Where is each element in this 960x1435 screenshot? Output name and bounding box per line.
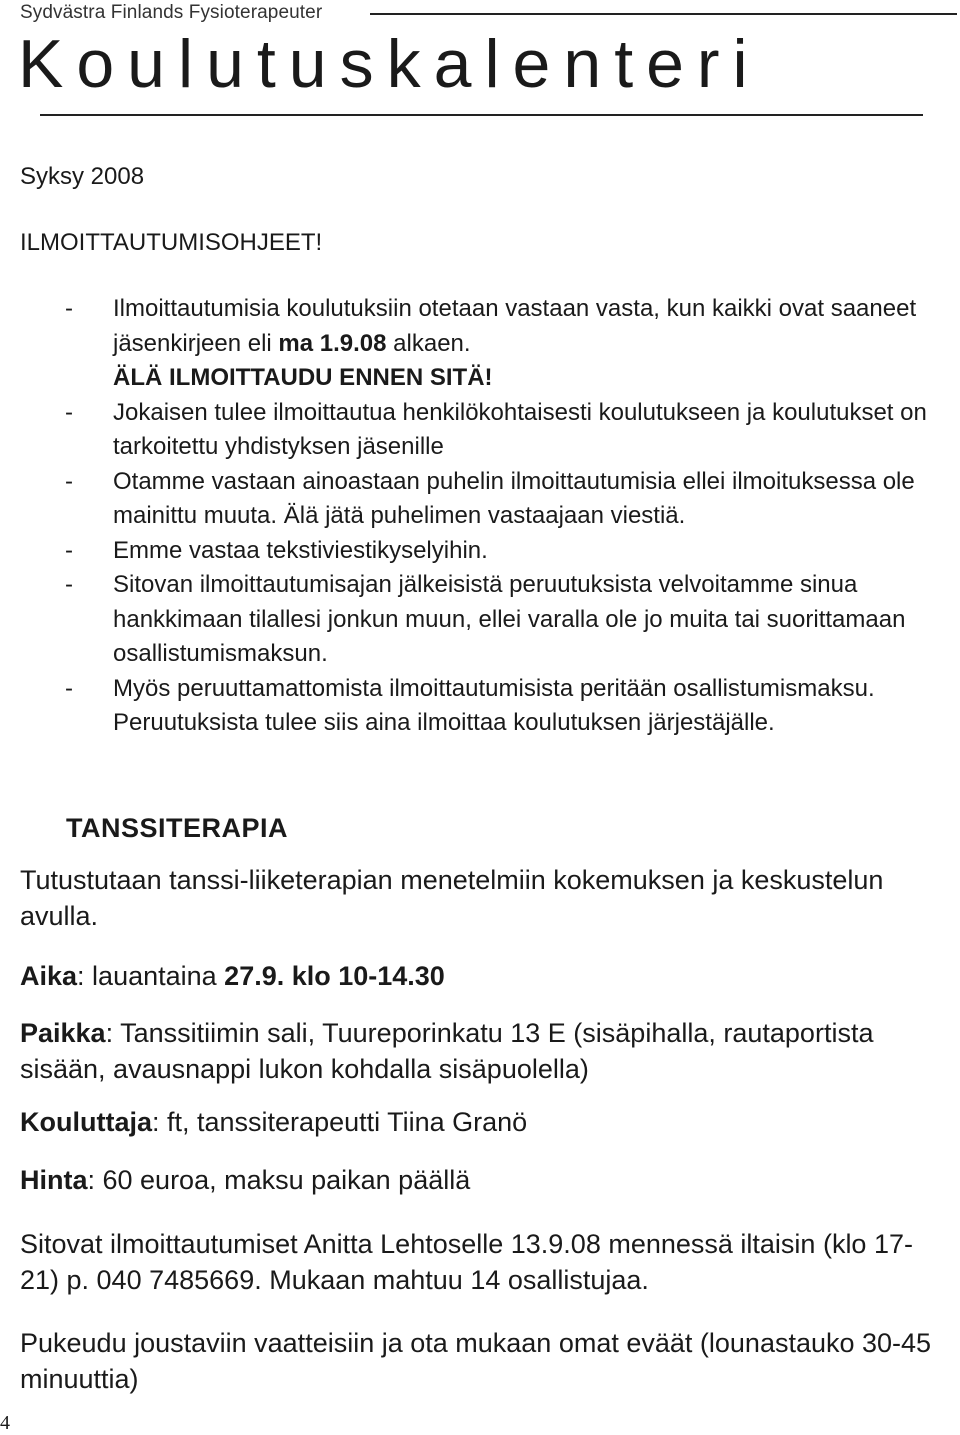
signup-info: Sitovat ilmoittautumiset Anitta Lehtoselle 13.9.08 mennessä iltaisin (klo 17-21) p. 040 7485669. Mukaan mahtuu 14 osallistujaa. [20,1229,913,1295]
instructions-heading: ILMOITTAUTUMISOHJEET! [20,229,323,256]
list-item [0,396,960,465]
item-text: alkaen. [386,329,471,357]
page-title: Koulutuskalenteri [18,26,761,102]
list-item [0,672,960,741]
place-value: : Tanssitiimin sali, Tuureporinkatu 13 E (sisäpihalla, rautaportista sisään, avausnappi lukon kohdalla sisäpuolella) [20,1018,874,1084]
instructions-list [0,292,960,741]
header-rule [370,13,957,15]
list-item [0,534,960,569]
organization-name: Sydvästra Finlands Fysioterapeuter [20,2,323,23]
price-value: : 60 euroa, maksu paikan päällä [87,1165,471,1195]
list-item [0,465,960,534]
list-dash: - [65,398,73,426]
item-text: Emme vastaa tekstiviestikyselyihin. [113,536,488,564]
start-date: ma 1.9.08 [278,329,387,357]
time-value: 27.9. klo 10-14.30 [224,961,445,991]
course-price [20,1162,950,1198]
course-title: TANSSITERAPIA [66,813,289,843]
place-label: Paikka [20,1018,106,1048]
list-dash: - [65,467,73,495]
warning-text: ÄLÄ ILMOITTAUDU ENNEN SITÄ! [113,364,493,391]
list-dash: - [65,536,73,564]
course-description: Tutustutaan tanssi-liiketerapian menetelmiin kokemuksen ja keskustelun avulla. [20,865,884,931]
list-dash: - [65,571,73,598]
page-number: 4 [0,1412,10,1434]
list-dash: - [65,674,73,702]
course-place [20,1015,950,1087]
list-item [0,568,960,672]
course-trainer [20,1104,950,1140]
list-item [0,292,960,396]
time-label: Aika [20,961,78,991]
item-text: Sitovan ilmoittautumisajan jälkeisistä peruutuksista velvoitamme sinua hankkimaan tilallesi jonkun muun, ellei varalla ole jo muita tai suorittamaan osallistumismaksun. [113,571,906,667]
price-label: Hinta [20,1165,88,1195]
item-text: Jokaisen tulee ilmoittautua henkilökohtaisesti koulutukseen ja koulutukset on tarkoitettu yhdistyksen jäsenille [113,398,927,460]
list-dash: - [65,295,73,322]
trainer-label: Kouluttaja [20,1107,152,1137]
season-label: Syksy 2008 [20,163,145,190]
item-text: Myös peruuttamattomista ilmoittautumisista peritään osallistumismaksu. Peruutuksista tulee siis aina ilmoittaa koulutuksen järjestäjälle. [113,674,875,736]
item-text: Ilmoittautumisia koulutuksiin otetaan vastaan vasta, kun kaikki ovat saaneet jäsenkirjeen eli [113,295,917,357]
dress-note: Pukeudu joustaviin vaatteisiin ja ota mukaan omat eväät (lounastauko 30-45 minuuttia) [20,1328,932,1394]
course-time [20,958,950,994]
trainer-value: : ft, tanssiterapeutti Tiina Granö [152,1107,528,1137]
time-day: : lauantaina [77,961,225,991]
title-underline [40,114,923,116]
item-text: Otamme vastaan ainoastaan puhelin ilmoittautumisia ellei ilmoituksessa ole mainittu muuta. Älä jätä puhelimen vastaajaan viestiä. [113,467,915,529]
